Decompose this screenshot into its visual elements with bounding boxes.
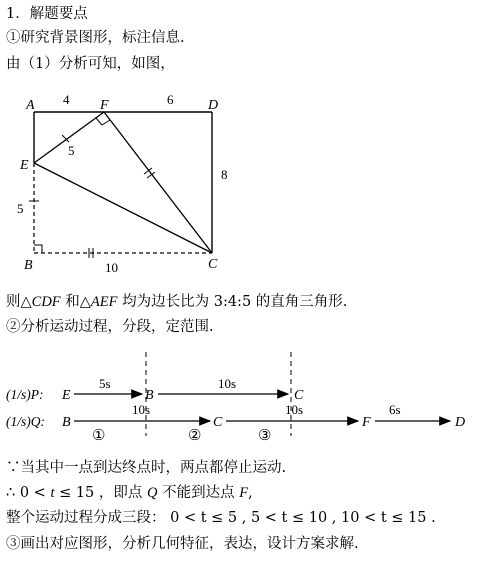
time-Q-3: 6s (389, 402, 401, 417)
segment-FC (104, 112, 212, 253)
point-Q-C: C (213, 415, 223, 430)
stop-condition-text: ∵当其中一点到达终点时，两点都停止运动. (6, 460, 287, 476)
length-EB: 5 (17, 201, 24, 216)
step-2-text: ②分析运动过程，分段，定范围. (6, 319, 214, 335)
label-E: E (20, 158, 29, 173)
length-AE: 5 (68, 143, 75, 158)
motion-timeline-diagram (0, 350, 482, 450)
point-Q-D: D (455, 415, 466, 430)
segments-text: 整个运动过程分成三段： 0 < t ≤ 5 , 5 < t ≤ 10 , 10 < t ≤ 15 . (6, 510, 436, 526)
segment-EC (34, 163, 212, 253)
label-C: C (208, 257, 218, 272)
point-Q-B: B (62, 415, 71, 430)
label-D: D (208, 98, 219, 113)
stage-2: ② (188, 428, 202, 444)
stage-3: ③ (258, 428, 272, 444)
point-Q-F: F (362, 415, 371, 430)
point-P-E: E (62, 388, 71, 403)
point-P-C: C (294, 388, 304, 403)
step-1-text: ①研究背景图形，标注信息. (6, 30, 185, 46)
right-angle-mark-F (96, 118, 110, 125)
range-text: ∴ 0 < t ≤ 15 ，即点 Q 不能到达点 F, (6, 485, 253, 501)
label-B: B (24, 258, 33, 273)
row-q-label: (1/s)Q: (6, 414, 45, 429)
label-A: A (26, 98, 35, 113)
step-3-text: ③画出对应图形，分析几何特征，表达，设计方案求解. (6, 536, 359, 552)
time-P-2: 10s (218, 376, 237, 391)
right-angle-mark-B (34, 245, 42, 253)
point-P-B: B (145, 388, 154, 403)
length-DC: 8 (221, 167, 228, 182)
row-p-label: (1/s)P: (6, 387, 44, 402)
intro-text: 由（1）分析可知，如图， (6, 56, 175, 72)
label-F: F (100, 98, 109, 113)
time-Q-1: 10s (132, 402, 151, 417)
triangle-ratio-text: 则△CDF 和△AEF 均为边长比为 3:4:5 的直角三角形. (6, 294, 348, 310)
time-P-1: 5s (99, 376, 111, 391)
length-AF: 4 (63, 92, 70, 107)
length-FD: 6 (167, 92, 174, 107)
heading: 1．解题要点 (6, 6, 88, 22)
time-Q-2: 10s (285, 402, 304, 417)
stage-1: ① (92, 428, 106, 444)
length-BC: 10 (105, 260, 118, 275)
rectangle-figure (0, 90, 482, 290)
